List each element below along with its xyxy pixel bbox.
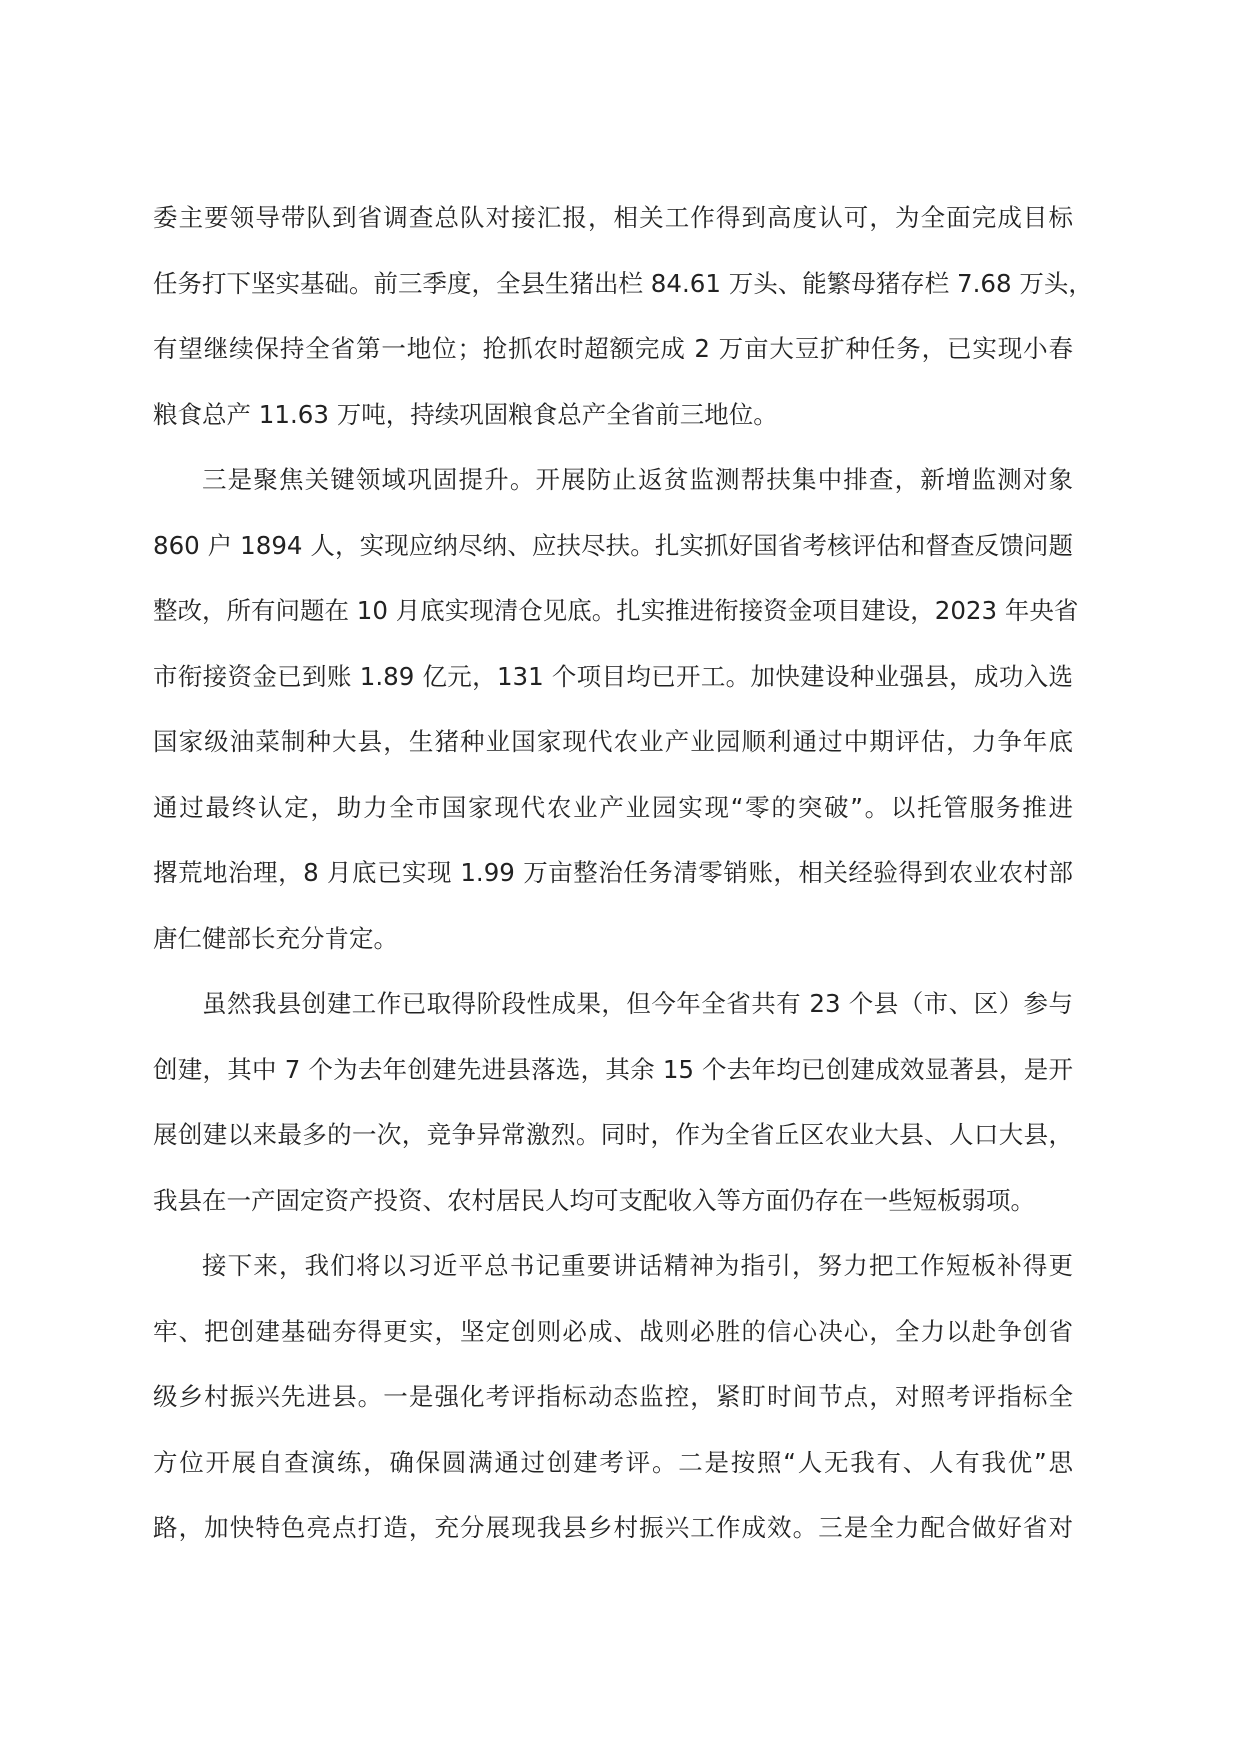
text-line: 展创建以来最多的一次，竞争异常激烈。同时，作为全省丘区农业大县、人口大县， bbox=[153, 1120, 1073, 1149]
text-line: 唐仁健部长充分肯定。 bbox=[153, 923, 398, 953]
paragraph-1 bbox=[153, 185, 1093, 447]
text-line: 有望继续保持全省第一地位；抢抓农时超额完成 2 万亩大豆扩种任务，已实现小春 bbox=[153, 334, 1073, 363]
text-line: 粮食总产 11.63 万吨，持续巩固粮食总产全省前三地位。 bbox=[153, 399, 778, 429]
text-line: 860 户 1894 人，实现应纳尽纳、应扶尽扶。扎实抓好国省考核评估和督查反馈问题 bbox=[153, 530, 1073, 560]
text-line: 接下来，我们将以习近平总书记重要讲话精神为指引，努力把工作短板补得更 bbox=[202, 1251, 1073, 1280]
text-line: 任务打下坚实基础。前三季度，全县生猪出栏 84.61 万头、能繁母猪存栏 7.68 万头， bbox=[153, 268, 1093, 298]
text-line: 级乡村振兴先进县。一是强化考评指标动态监控，紧盯时间节点，对照考评指标全 bbox=[153, 1382, 1073, 1411]
paragraph-4 bbox=[153, 1233, 1073, 1561]
text-line: 方位开展自查演练，确保圆满通过创建考评。二是按照“人无我有、人有我优”思 bbox=[153, 1447, 1073, 1477]
text-line: 委主要领导带队到省调查总队对接汇报，相关工作得到高度认可，为全面完成目标 bbox=[153, 203, 1073, 232]
text-line: 我县在一产固定资产投资、农村居民人均可支配收入等方面仍存在一些短板弱项。 bbox=[153, 1185, 1035, 1215]
text-line: 三是聚焦关键领域巩固提升。开展防止返贫监测帮扶集中排查，新增监测对象 bbox=[202, 465, 1073, 494]
text-line: 市衔接资金已到账 1.89 亿元，131 个项目均已开工。加快建设种业强县，成功入选 bbox=[153, 661, 1073, 691]
text-line: 虽然我县创建工作已取得阶段性成果，但今年全省共有 23 个县（市、区）参与 bbox=[202, 989, 1073, 1018]
paragraph-3 bbox=[153, 971, 1073, 1233]
text-line: 撂荒地治理，8 月底已实现 1.99 万亩整治任务清零销账，相关经验得到农业农村部 bbox=[153, 858, 1073, 887]
body-text bbox=[153, 185, 1093, 1561]
text-line: 整改，所有问题在 10 月底实现清仓见底。扎实推进衔接资金项目建设，2023 年央省 bbox=[153, 596, 1079, 625]
paragraph-2 bbox=[153, 447, 1079, 971]
text-line: 通过最终认定，助力全市国家现代农业产业园实现“零的突破”。以托管服务推进 bbox=[153, 792, 1073, 822]
text-line: 国家级油菜制种大县，生猪种业国家现代农业产业园顺利通过中期评估，力争年底 bbox=[153, 727, 1073, 756]
text-line: 创建，其中 7 个为去年创建先进县落选，其余 15 个去年均已创建成效显著县，是开 bbox=[153, 1054, 1073, 1084]
text-line: 牢、把创建基础夯得更实，坚定创则必成、战则必胜的信心决心，全力以赴争创省 bbox=[153, 1316, 1073, 1346]
text-line: 路，加快特色亮点打造，充分展现我县乡村振兴工作成效。三是全力配合做好省对 bbox=[153, 1513, 1073, 1542]
